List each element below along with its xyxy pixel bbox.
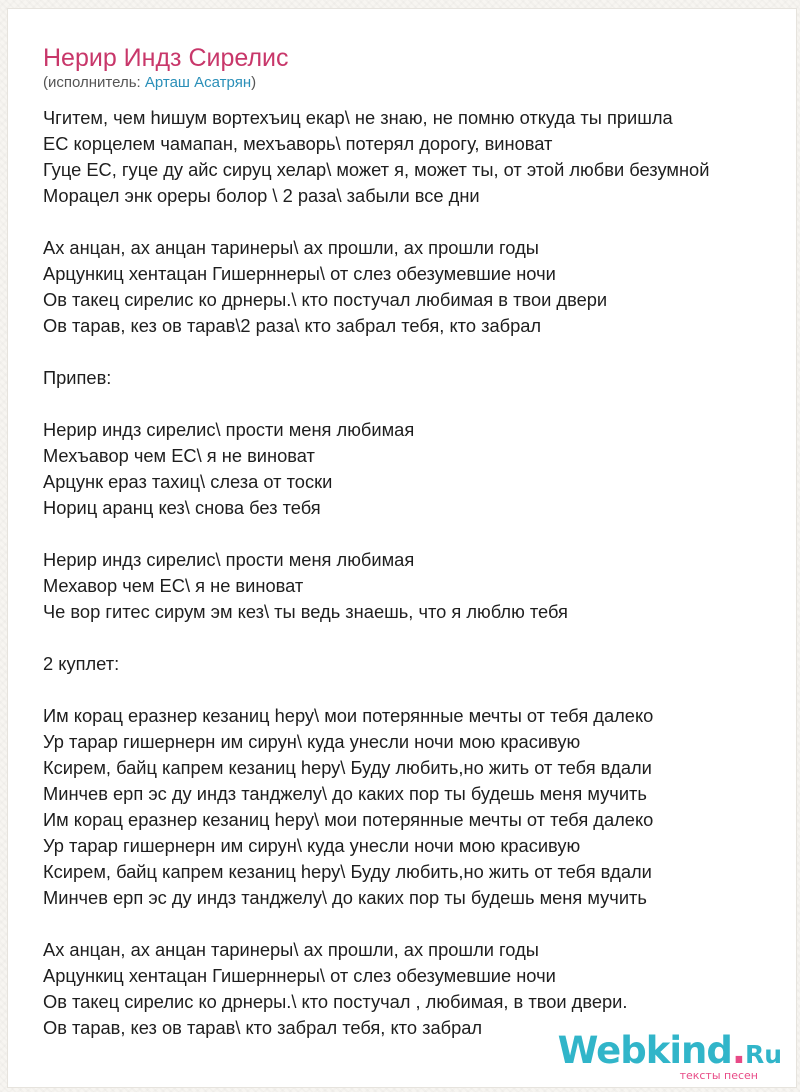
lyric-line: Нерир индз сирелис\ прости меня любимая: [43, 419, 415, 440]
lyric-blank-line: [43, 911, 797, 937]
lyric-line: Че вор гитес сирум эм кез\ ты ведь знаешь, что я люблю тебя: [43, 601, 568, 622]
lyric-line: Гуце ЕС, гуце ду айс сируц хелар\ может я, может ты, от этой любви безумной: [43, 159, 710, 180]
logo-subtitle: тексты песен: [679, 1069, 758, 1082]
lyric-line: Нерир индз сирелис\ прости меня любимая: [43, 549, 415, 570]
lyric-line: Припев:: [43, 367, 112, 388]
lyric-blank-line: [43, 339, 797, 365]
lyric-line: Морацел энк ореры болор \ 2 раза\ забыли все дни: [43, 185, 480, 206]
lyric-blank-line: [43, 209, 797, 235]
lyric-line: Им корац еразнер кезаниц hеру\ мои потерянные мечты от тебя далеко: [43, 705, 654, 726]
logo-name: Webkind: [557, 1029, 732, 1072]
lyric-line: Арцункиц хентацан Гишерннеры\ от слез обезумевшие ночи: [43, 263, 556, 284]
lyric-line: Мехавор чем ЕС\ я не виноват: [43, 575, 304, 596]
lyric-line: Ур тарар гишернерн им сирун\ куда унесли ночи мою красивую: [43, 835, 581, 856]
lyric-line: Ов такец сирелис ко дрнеры.\ кто постучал , любимая, в твои двери.: [43, 991, 628, 1012]
lyric-line: Мехъавор чем ЕС\ я не виноват: [43, 445, 315, 466]
lyric-blank-line: [43, 391, 797, 417]
lyric-line: Арцункиц хентацан Гишерннеры\ от слез обезумевшие ночи: [43, 965, 556, 986]
lyric-line: Ов тарав, кез ов тарав\ кто забрал тебя, кто забрал: [43, 1017, 483, 1038]
artist-line: [43, 73, 256, 93]
lyric-line: 2 куплет:: [43, 653, 120, 674]
lyric-line: Чгитем, чем hишум вортехъиц екар\ не знаю, не помню откуда ты пришла: [43, 107, 673, 128]
lyric-line: Минчев ерп эс ду индз танджелу\ до каких пор ты будешь меня мучить: [43, 783, 647, 804]
lyric-line: Ксирем, байц капрем кезаниц hеру\ Буду любить,но жить от тебя вдали: [43, 861, 652, 882]
lyric-line: Минчев ерп эс ду индз танджелу\ до каких пор ты будешь меня мучить: [43, 887, 647, 908]
lyrics-card: [7, 8, 797, 1088]
lyrics-text: [43, 105, 797, 1041]
lyric-line: Ксирем, байц капрем кезаниц hеру\ Буду любить,но жить от тебя вдали: [43, 757, 652, 778]
lyric-blank-line: [43, 625, 797, 651]
song-title: Нерир Индз Сирелис: [43, 44, 289, 72]
site-logo[interactable]: [558, 1031, 782, 1082]
logo-dot: .: [731, 1029, 745, 1072]
lyric-line: Ов тарав, кез ов тарав\2 раза\ кто забрал тебя, кто забрал: [43, 315, 542, 336]
lyric-line: ЕС корцелем чамапан, мехъаворь\ потерял дорогу, виноват: [43, 133, 553, 154]
artist-suffix: ): [251, 74, 257, 91]
logo-tld: Ru: [744, 1040, 782, 1069]
lyric-line: Арцунк ераз тахиц\ слеза от тоски: [43, 471, 333, 492]
lyric-line: Ах анцан, ах анцан таринеры\ ах прошли, ах прошли годы: [43, 237, 539, 258]
lyric-line: Нориц аранц кез\ снова без тебя: [43, 497, 321, 518]
lyric-line: Ов такец сирелис ко дрнеры.\ кто постучал любимая в твои двери: [43, 289, 608, 310]
artist-prefix: (исполнитель:: [43, 74, 145, 91]
lyric-line: Ах анцан, ах анцан таринеры\ ах прошли, ах прошли годы: [43, 939, 539, 960]
lyric-blank-line: [43, 521, 797, 547]
lyric-line: Им корац еразнер кезаниц hеру\ мои потерянные мечты от тебя далеко: [43, 809, 654, 830]
lyric-line: Ур тарар гишернерн им сирун\ куда унесли ночи мою красивую: [43, 731, 581, 752]
lyric-blank-line: [43, 677, 797, 703]
artist-link[interactable]: Арташ Асатрян: [144, 74, 252, 91]
